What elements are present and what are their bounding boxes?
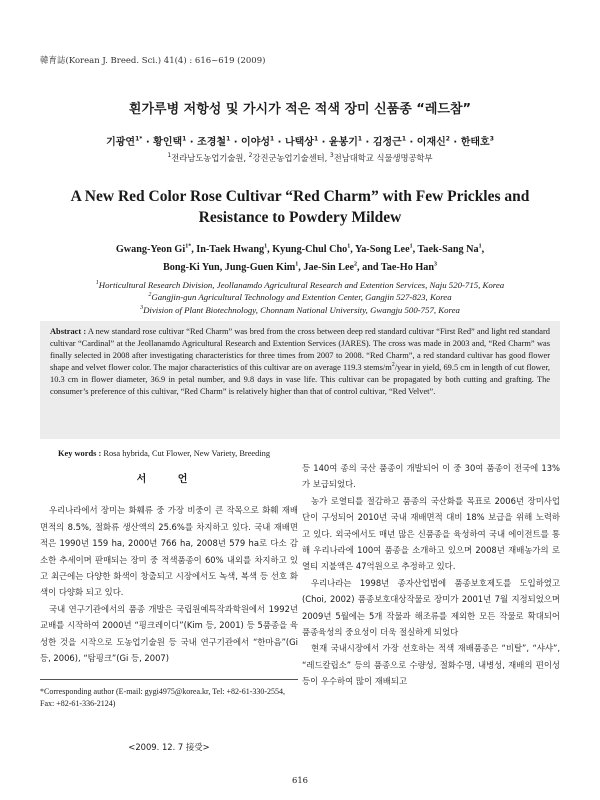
author-sup: 1 [409, 243, 413, 250]
body-paragraph: 현재 국내시장에서 가장 선호하는 적색 재배품종은 “비탈”, “샤샤”, “레드칼립소” 등의 품종으로 수량성, 절화수명, 내병성, 재배의 편이성 등이 우수하여 많이 재배되고 [302, 643, 560, 687]
author: Gwang-Yeon Gi [115, 244, 186, 255]
author: 기광연 [106, 137, 136, 148]
page-number: 616 [292, 775, 308, 785]
author: Jung-Guen Kim [224, 262, 296, 273]
journal-citation: 韓育誌(Korean J. Breed. Sci.) 41(4) : 616~619 (2009) [40, 56, 266, 66]
affiliation [40, 304, 560, 316]
abstract-sup: 2 [391, 362, 395, 369]
affil-sup: 2 [248, 152, 253, 160]
body-paragraph: 우리나라에서 장미는 화훼류 중 가장 비중이 큰 작목으로 화훼 재배면적의 8.5%, 절화류 생산액의 25.6%를 차지하고 있다. 국내 재배면적은 1990년 159 ha, 2000년 766 ha, 2008년 579 ha로 다소 감소한 추세이며 판매되는 장미 중 적색품종이 60% 내외를 차지하고 있고 최근에는 다양한 화색이 창출되고 시장에서도 녹색, 복색 등 선호 화색이 다양화 되고 있다. [40, 505, 298, 598]
body-paragraph: 국내 연구기관에서의 품종 개발은 국립원예특작과학원에서 1992년 교배를 시작하여 2000년 “핑크레이디”(Kim 등, 2001) 등 5품종을 육성한 것을 시작으로 도농업기술원 등 국내 연구기관에서 “한마음”(Gi 등, 2006), “탐핑크”(Gi 등, 2007) [40, 603, 298, 664]
corresponding-author-footnote [40, 679, 298, 709]
affiliation-text: Horticultural Research Division, Jeollanamdo Agricultural Research and Extention Services, Naju 520-715, Korea [98, 280, 505, 290]
author-sup: 1 [182, 135, 187, 143]
author-sup: 3 [434, 261, 438, 268]
author: Bong-Ki Yun [162, 262, 220, 273]
affil-sup: 1 [95, 280, 99, 287]
author-line: Gwang-Yeon $Gi^{1*}$, In-Taek Hwang$^1$, Kyung-Chul Cho$^1$, Ya-Song Lee$^1$, Taek-Sang Na$^1$, [115, 243, 485, 255]
author: 윤봉기 [328, 137, 358, 148]
korean-title: 흰가루병 저항성 및 가시가 적은 적색 장미 신품종 “레드참” [128, 102, 472, 117]
keywords [58, 449, 270, 458]
abstract-text: /year in yield, 69.5 cm in length of cut flower, 10.3 cm in flower diameter, 36.9 in petal number, and 9.8 days in vase life. This cultivar can be propagated by both cutting and grafting. The consumer’s preference of this cultivar, “Red Charm” is relatively higher than that of control cultivar, “Red Velvet”. [50, 363, 550, 397]
author-sup: 1 [313, 135, 319, 143]
author-sup: 1 [357, 135, 363, 143]
footnote-text: *Corresponding author (E-mail: gygi4975@korea.kr, Tel: +82-61-330-2554, Fax: +82-61-336-2124) [40, 687, 286, 708]
author: 황인택 [153, 137, 183, 148]
author-sup: 1 [347, 243, 351, 250]
author: In-Taek Hwang [196, 244, 265, 255]
affil-sup: 2 [148, 292, 152, 299]
korean-authors: 기광연$^{1*}$ · 황인택$^1$ · 조경철$^1$ · 이야성$^1$ · 나택상$^1$ · 윤봉기$^1$ · 김정근$^1$ · 이재신$^2$ · 한태호$^3$ [106, 135, 494, 148]
author-sup: 2 [354, 261, 358, 268]
author-line: Bong-Ki Yun, Jung-Guen Kim$^1$, Jae-Sin Lee$^2$, and Tae-Ho Han$^3$ [162, 261, 438, 273]
affil-sup: 1 [167, 152, 172, 160]
author: 이야성 [241, 137, 271, 148]
keywords-label: Key words : [58, 449, 102, 458]
author-sup: 2 [445, 135, 450, 143]
author: and Tae-Ho Han [362, 262, 435, 273]
author: Ya-Song Lee [354, 244, 410, 255]
author-sup: 1* [135, 135, 143, 143]
abstract-text: A new standard rose cultivar “Red Charm” was bred from the cross between deep red standard cultivar “First Red” and light red standard cultivar “Cardinal” at the Jeollanamdo Agricultural Research and Extention Services (JARES). The cross was made in 2003 and, “Red Charm” was finally selected in 2008 after investigating characteristics for three times from 2007 to 2008. “Red Charm”, a red standard cultivar has good flower shape and velvet flower color. The major characteristics of this cultivar are on average 119.3 stems/m [50, 327, 550, 373]
author: 한태호 [460, 137, 490, 148]
author: Kyung-Chul Cho [272, 244, 348, 255]
author-sup: 1 [264, 243, 268, 250]
author-sup: 1 [478, 243, 482, 250]
abstract-label: Abstract : [50, 327, 87, 336]
section-heading: 서 언 [136, 474, 202, 485]
affiliation: 전남대학교 식물생명공학부 [333, 153, 433, 163]
affiliation-text: Division of Plant Biotechnology, Chonnam National University, Gwangju 500-757, Korea [143, 304, 460, 315]
author-sup: 3 [489, 135, 494, 143]
keywords-text: Rosa hybrida, Cut Flower, New Variety, Breeding [101, 449, 271, 458]
author-sup: 1 [270, 135, 275, 143]
author-sup: 1 [295, 261, 299, 268]
author-sup: 1* [185, 243, 192, 250]
korean-affiliations [0, 152, 600, 164]
body-paragraph: 우리나라는 1998년 종자산업법에 품종보호제도를 도입하였고(Choi, 2002) 품종보호대상작물로 장미가 2001년 7월 지정되었으며 2009년 5월에는 5개 작물과 해조류를 제외한 모든 작물로 확대되어 품종육성의 중요성이 더욱 절실하게 되었다 [302, 577, 560, 638]
author-sup: 1 [401, 135, 407, 143]
english-authors [60, 241, 540, 277]
author-sup: 1 [226, 135, 231, 143]
affiliation: 전라남도농업기술원, [171, 153, 249, 163]
author: 김정근 [372, 137, 402, 148]
body-paragraph: 등 140여 종의 국산 품종이 개발되어 이 중 30여 품종이 전국에 13%가 보급되었다. [302, 463, 560, 490]
body-column-right [302, 460, 560, 690]
received-date: <2009. 12. 7 接受> [128, 742, 210, 752]
author: 나택상 [284, 137, 314, 148]
body-column-left [40, 462, 298, 666]
body-paragraph: 농가 로열티를 절감하고 품종의 국산화를 목표로 2006년 장미사업단이 구성되어 2010년 국내 재배면적 대비 18% 보급을 위해 노력하고 있다. 외국에서도 매년 많은 신품종을 육성하여 국내 에이전트를 통해 우리나라에 100여 품종을 소개하고 있으며 2008년 재배농가의 로열티 지불액은 47억원으로 추정하고 있다. [302, 495, 560, 572]
author: Jae-Sin Lee [303, 262, 355, 273]
english-title: A New Red Color Rose Cultivar “Red Charm” with Few Prickles and Resistance to Powdery Mildew [70, 188, 530, 226]
affil-sup: 3 [140, 304, 144, 311]
abstract [40, 321, 560, 439]
author: 이재신 [416, 137, 446, 148]
author: 조경철 [197, 137, 227, 148]
affiliation [40, 279, 560, 291]
author: Taek-Sang Na [417, 244, 479, 255]
english-affiliations [40, 279, 560, 316]
affiliation: 강진군농업기술센터, [252, 153, 330, 163]
affiliation-text: Gangjin-gun Agricultural Technology and Extention Center, Gangjin 527-823, Korea [151, 292, 452, 303]
affiliation [40, 291, 560, 303]
affil-sup: 3 [329, 152, 334, 160]
